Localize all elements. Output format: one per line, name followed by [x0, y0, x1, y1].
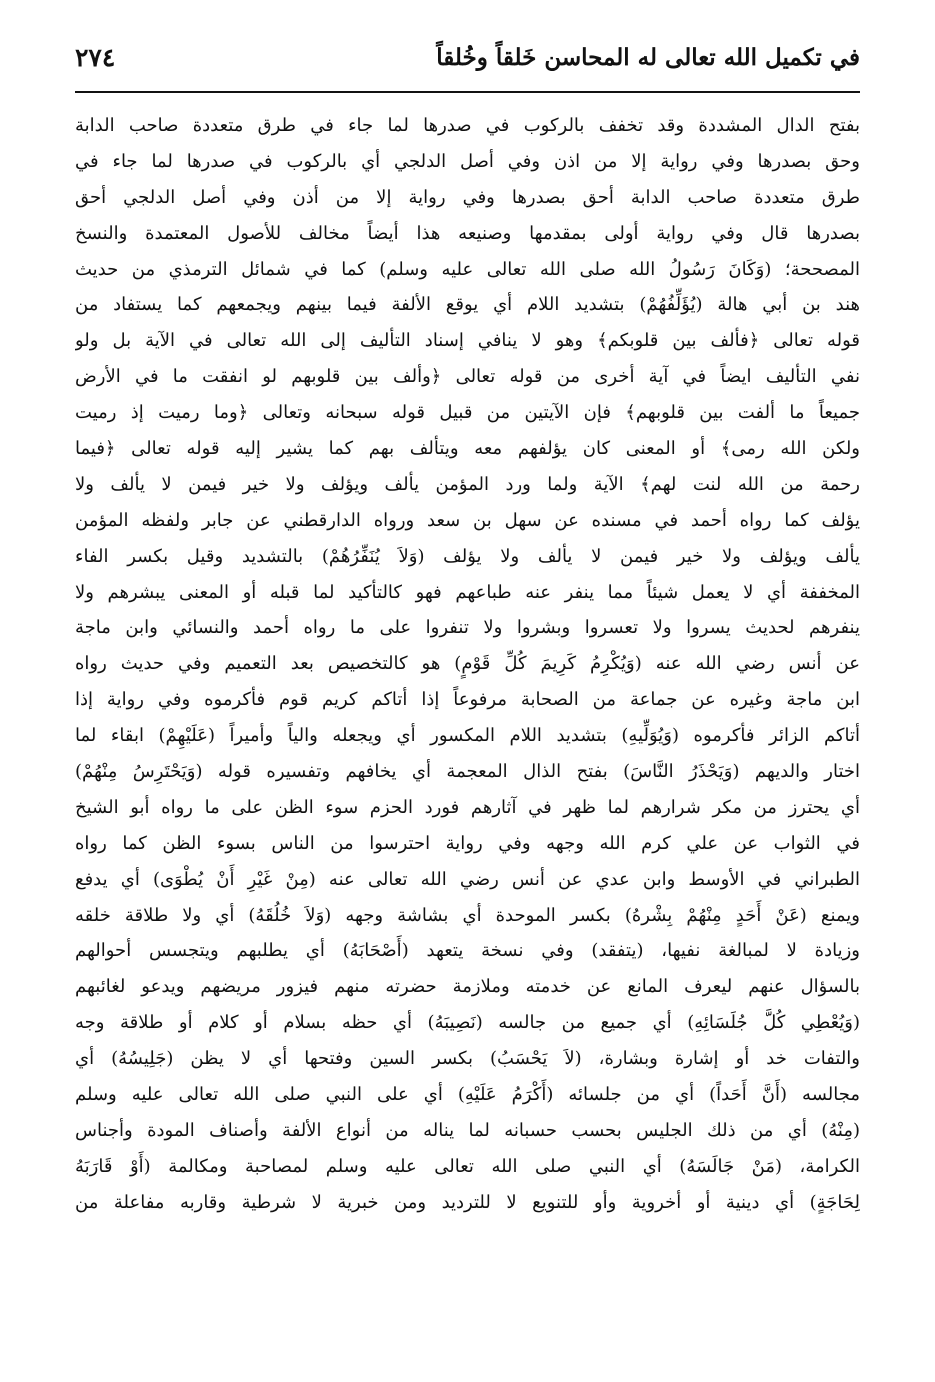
text-line: وزيادة لا لمبالغة نفيها، (يتفقد) وفي نسخة يتعهد (أَصْحَابَهُ) أي يطلبهم ويتجسس أحوالهم	[75, 940, 860, 962]
text-line: المخففة أي لا يعمل شيئاً مما ينفر عنه طباعهم فهو كالتأكيد لما قبله أو المعنى يبشرهم ولا	[75, 581, 860, 603]
page-number: ٢٧٤	[75, 42, 116, 72]
text-line: جميعاً ما ألفت بين قلوبهم﴾ فإن الآيتين من قبيل قوله سبحانه وتعالى ﴿وما رميت إذ رميت	[75, 402, 860, 424]
text-line: (وَيُعْطِي كُلَّ جُلَسَائِهِ) أي جميع من جالسه (نَصِيبَهُ) أي حظه بسلام أو كلام أو طلاقة وجه	[75, 1012, 860, 1034]
text-line: ولكن الله رمى﴾ أو المعنى كان يؤلفهم معه ويتألف بهم كما يشير إليه قوله تعالى ﴿فيما	[75, 438, 860, 460]
text-line: ينفرهم لحديث يسروا ولا تعسروا وبشروا ولا تنفروا على ما رواه أحمد والنسائي وابن ماجة	[75, 617, 860, 639]
text-line: يألف ويؤلف ولا خير فيمن لا يألف ولا يؤلف (وَلاَ يُنَفِّرُهُمْ) بالتشديد وقيل بكسر الفاء	[75, 545, 860, 567]
page-header	[75, 28, 860, 86]
text-line: بفتح الدال المشددة وقد تخفف بالركوب في صدرها لما جاء في طرق متعددة صاحب الدابة	[75, 115, 860, 136]
text-line: رحمة من الله لنت لهم﴾ الآية ولما ورد المؤمن يألف ويؤلف ولا خير فيمن لا يألف ولا	[75, 473, 860, 495]
text-line: لِحَاجَةٍ) أي دينية أو أخروية وأو للتنويع لا للترديد ومن خبرية لا شرطية وقاربه مفاعلة من	[75, 1191, 860, 1213]
text-line: وحق بصدرها وفي رواية إلا من اذن وفي أصل الدلجي أي بالركوب في صدرها لما جاء في	[75, 150, 860, 172]
text-line: والتفات خد أو إشارة وبشارة، (لاَ يَحْسَبُ) بكسر السين وفتحها أي لا يظن (جَلِيسُهُ) أي	[75, 1048, 860, 1070]
text-line: ابن ماجة وغيره عن جماعة من الصحابة مرفوعاً إذا أتاكم كريم قوم فأكرموه وفي رواية إذا	[75, 689, 860, 711]
text-line: عن أنس رضي الله عنه (وَيُكْرِمُ كَرِيمَ كُلِّ قَوْمٍ) هو كالتخصيص بعد التعميم وفي حديث رواه	[75, 653, 860, 675]
text-line: المصححة؛ (وَكَانَ رَسُولُ الله صلى الله تعالى عليه وسلم) كما في شمائل الترمذي من حديث	[75, 258, 860, 280]
text-line: في الثواب عن علي كرم الله وجهه وفي رواية احترسوا من الناس بسوء الظن كما رواه	[75, 832, 860, 854]
text-line: أي يحترز من مكر شرارهم لما ظهر في آثارهم فورد الحزم سوء الظن على ما رواه أبو الشيخ	[75, 796, 860, 818]
text-line: اختار والديهم (وَيَحْذَرُ النَّاسَ) بفتح الذال المعجمة أي يخافهم وتفسيره قوله (وَيَحْتَرِسُ مِنْهُمْ)	[75, 761, 860, 783]
header-divider	[75, 91, 860, 93]
text-line: أتاكم الزائر فأكرموه (وَيُوَلِّيهِ) بتشديد اللام المكسور أي ويجعله والياً وأميراً (عَلَيْهِمْ) ابقاء لما	[75, 725, 860, 747]
text-line: بالسؤال عنهم ليعرف المانع عن خدمته وملازمة حضرته منهم فيزور مريضهم ويدعو لغائبهم	[75, 976, 860, 998]
text-line: ويمنع (عَنْ أَحَدٍ مِنْهُمْ بِشْرهُ) بكسر الموحدة أي بشاشة وجهه (وَلاَ خُلُقَهُ) أي ولا طلاقة خلقه	[75, 904, 860, 926]
text-line: نفي التأليف ايضاً في آية أخرى من قوله تعالى ﴿وألف بين قلوبهم لو انفقت ما في الأرض	[75, 366, 860, 388]
text-line: (مِنْهُ) أي من ذلك الجليس بحسب حسبانه لما يناله من أنواع الألفة وأصناف المودة وأجناس	[75, 1119, 860, 1141]
text-line: الكرامة، (مَنْ جَالَسَهُ) أي النبي صلى الله تعالى عليه وسلم لمصاحبة ومكالمة (أَوْ قَارَبَهُ	[75, 1155, 860, 1177]
text-line: مجالسه (أَنَّ أَحَداً) أي من جلسائه (أَكْرَمُ عَلَيْهِ) أي على النبي صلى الله تعالى عليه وسلم	[75, 1084, 860, 1106]
text-line: بصدرها قال وفي رواية أولى بمقدمها وصنيعه هذا أيضاً مخالف للأصول المعتمدة والنسخ	[75, 222, 860, 244]
text-line: الطبراني في الأوسط وابن عدي عن أنس رضي الله تعالى عنه (مِنْ غَيْرِ أَنْ يُطْوَى) أي يدفع	[75, 868, 860, 890]
text-line: يؤلف كما رواه أحمد في مسنده عن سهل بن سعد ورواه الدارقطني عن جابر ولفظه المؤمن	[75, 509, 860, 531]
body-text	[75, 108, 860, 1370]
text-line: قوله تعالى ﴿فألف بين قلوبكم﴾ وهو لا ينافي إسناد التأليف إلى الله تعالى في الآية بل ولو	[75, 330, 860, 352]
running-title: في تكميل الله تعالى له المحاسن خَلقاً وخُلقاً	[436, 43, 860, 71]
text-line: هند بن أبي هالة (يُؤَلِّفُهُمْ) بتشديد اللام أي يوقع الألفة فيما بينهم ويجمعهم كما يستفاد من	[75, 294, 860, 316]
text-line: طرق متعددة صاحب الدابة أحق بصدرها وفي رواية إلا من أذن وفي أصل الدلجي أحق	[75, 186, 860, 208]
